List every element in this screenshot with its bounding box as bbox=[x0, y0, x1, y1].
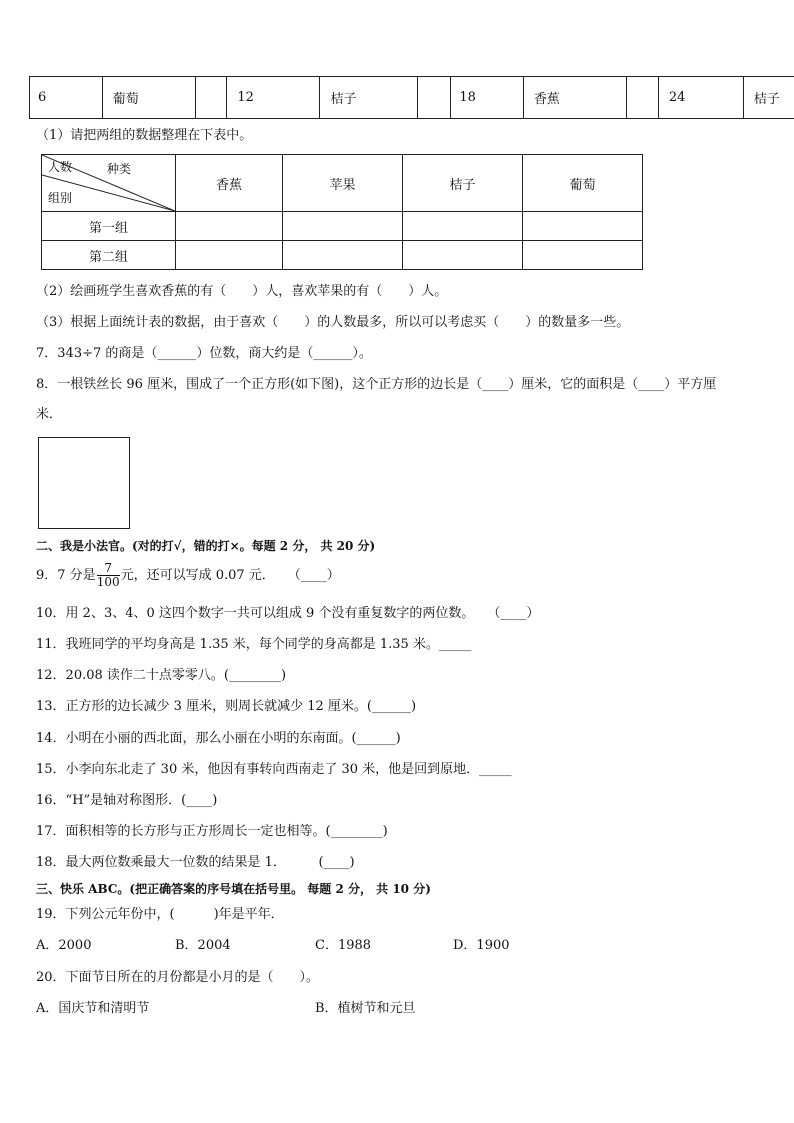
option-a[interactable]: A．国庆节和清明节 bbox=[36, 1001, 150, 1016]
question-9 bbox=[36, 562, 340, 590]
option-b[interactable]: B．2004 bbox=[175, 938, 231, 953]
question-8-line-2: 米． bbox=[36, 407, 63, 422]
column-header: 苹果 bbox=[283, 155, 403, 212]
question-7: 7．343÷7 的商是（______）位数，商大约是（______）。 bbox=[36, 346, 372, 361]
table-cell: 12 bbox=[227, 77, 320, 119]
table-cell: 24 bbox=[658, 77, 743, 119]
question-1: （1）请把两组的数据整理在下表中。 bbox=[36, 128, 253, 143]
question-18: 18．最大两位数乘最大一位数的结果是 1． (____) bbox=[36, 855, 355, 870]
table-cell: 6 bbox=[30, 77, 103, 119]
question-2: （2）绘画班学生喜欢香蕉的有（ ）人，喜欢苹果的有（ ）人。 bbox=[36, 284, 448, 299]
row-header: 第一组 bbox=[42, 212, 176, 241]
table-row bbox=[30, 77, 794, 119]
question-17: 17．面积相等的长方形与正方形周长一定也相等。(________) bbox=[36, 824, 388, 839]
answer-cell[interactable] bbox=[523, 241, 643, 270]
corner-label-group: 组别 bbox=[48, 191, 73, 205]
fraction-numerator: 7 bbox=[97, 562, 120, 576]
question-14: 14．小明在小丽的西北面，那么小丽在小明的东南面。(______) bbox=[36, 731, 401, 746]
table-row bbox=[42, 212, 643, 241]
table-header-row bbox=[42, 155, 643, 212]
question-8-line-1: 8．一根铁丝长 96 厘米，围成了一个正方形(如下图)，这个正方形的边长是（____）厘米，它的面积是（____）平方厘 bbox=[36, 377, 717, 392]
column-header: 桔子 bbox=[403, 155, 523, 212]
question-16: 16．“H”是轴对称图形．(____) bbox=[36, 793, 218, 808]
table-cell bbox=[417, 77, 451, 119]
question-10: 10．用 2、3、4、0 这四个数字一共可以组成 9 个没有重复数字的两位数。 （____） bbox=[36, 606, 540, 621]
table-cell bbox=[195, 77, 227, 119]
option-c[interactable]: C．1988 bbox=[315, 938, 372, 953]
table-cell: 香蕉 bbox=[523, 77, 626, 119]
question-9-prefix: 9．7 分是 bbox=[36, 568, 96, 583]
question-13: 13．正方形的边长减少 3 厘米，则周长就减少 12 厘米。(______) bbox=[36, 699, 417, 714]
table-row bbox=[42, 241, 643, 270]
question-19: 19．下列公元年份中，( )年是平年． bbox=[36, 907, 284, 922]
option-b[interactable]: B．植树节和元旦 bbox=[315, 1001, 416, 1016]
top-data-table bbox=[29, 76, 794, 119]
answer-cell[interactable] bbox=[283, 212, 403, 241]
diagonal-header-cell bbox=[42, 155, 176, 212]
answer-cell[interactable] bbox=[176, 241, 283, 270]
answer-cell[interactable] bbox=[283, 241, 403, 270]
fraction-denominator: 100 bbox=[96, 575, 120, 589]
statistics-table bbox=[41, 154, 643, 270]
square-figure bbox=[38, 437, 130, 529]
table-cell: 桔子 bbox=[320, 77, 417, 119]
corner-label-count: 人数 bbox=[48, 160, 73, 174]
answer-cell[interactable] bbox=[523, 212, 643, 241]
section-3-heading: 三、快乐 ABC。(把正确答案的序号填在括号里。 每题 2 分， 共 10 分) bbox=[36, 882, 431, 896]
table-cell: 桔子 bbox=[743, 77, 794, 119]
table-cell bbox=[627, 77, 659, 119]
row-header: 第二组 bbox=[42, 241, 176, 270]
option-a[interactable]: A．2000 bbox=[36, 938, 92, 953]
answer-cell[interactable] bbox=[403, 241, 523, 270]
column-header: 葡萄 bbox=[523, 155, 643, 212]
table-cell: 葡萄 bbox=[102, 77, 195, 119]
question-3: （3）根据上面统计表的数据，由于喜欢（ ）的人数最多，所以可以考虑买（ ）的数量多一些。 bbox=[36, 315, 630, 330]
table-cell: 18 bbox=[451, 77, 524, 119]
question-11: 11．我班同学的平均身高是 1.35 米，每个同学的身高都是 1.35 米。_____ bbox=[36, 637, 472, 652]
corner-label-kind: 种类 bbox=[107, 162, 132, 176]
option-d[interactable]: D．1900 bbox=[453, 938, 510, 953]
column-header: 香蕉 bbox=[176, 155, 283, 212]
question-15: 15．小李向东北走了 30 米，他因有事转向西南走了 30 米，他是回到原地．_____ bbox=[36, 762, 512, 777]
answer-cell[interactable] bbox=[176, 212, 283, 241]
question-9-suffix: 元，还可以写成 0.07 元． （____） bbox=[120, 568, 340, 583]
section-2-heading: 二、我是小法官。(对的打√，错的打×。每题 2 分， 共 20 分) bbox=[36, 539, 376, 553]
question-20: 20．下面节日所在的月份都是小月的是（ ）。 bbox=[36, 970, 320, 985]
fraction bbox=[97, 562, 120, 589]
answer-cell[interactable] bbox=[403, 212, 523, 241]
question-12: 12．20.08 读作二十点零零八。(________) bbox=[36, 668, 287, 683]
